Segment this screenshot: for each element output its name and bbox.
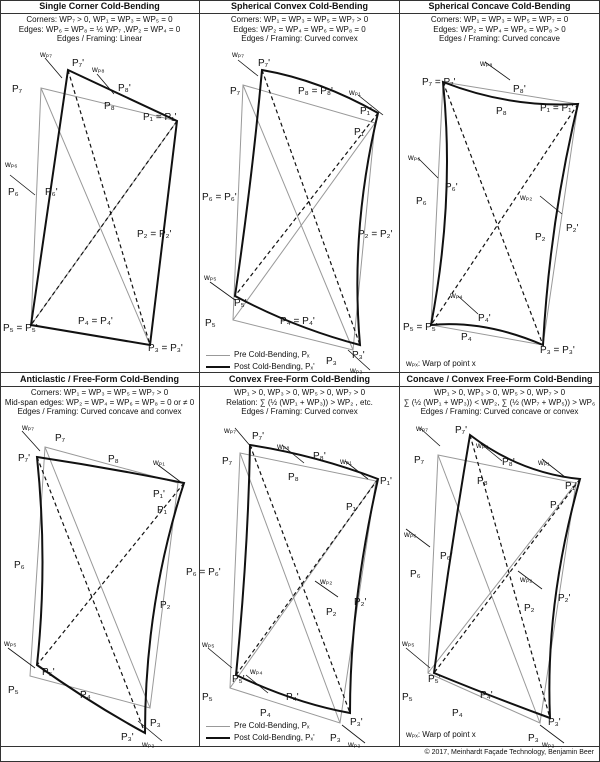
- warp-label: wₚ₃: [542, 740, 555, 749]
- panel-spherical-concave: [400, 0, 600, 373]
- legend-pre: [206, 720, 315, 732]
- post-diagonal: [262, 70, 360, 345]
- point-label: P₃: [150, 718, 161, 729]
- desc-line: WP₁ > 0, WP₃ > 0, WP₅ > 0, WP₇ > 0: [433, 388, 566, 397]
- desc-line: WP₁ > 0, WP₃ > 0, WP₅ > 0, WP₇ > 0: [233, 388, 366, 397]
- point-label: P₁': [360, 106, 372, 117]
- point-label: P₃': [548, 717, 561, 728]
- warp-mark: [246, 675, 268, 693]
- point-label: P₄ = P₄': [78, 316, 113, 327]
- warp-mark: [406, 648, 430, 668]
- warp-label: wₚ₇: [40, 50, 52, 59]
- warp-label: wₚ₅: [402, 639, 415, 648]
- point-label: P₇': [252, 431, 265, 442]
- point-label: P₆ = P₆': [186, 567, 221, 578]
- post-diagonal: [443, 82, 543, 345]
- point-label: P₃': [121, 732, 134, 743]
- panel-single-corner: [0, 0, 200, 373]
- point-label: P₅ = P₅': [403, 322, 438, 333]
- warp-label: wₚ₇: [416, 424, 428, 433]
- desc-line: Relation: ∑ (½ (WP₁ + WP₃)) > WP₂ , etc.: [226, 397, 373, 407]
- warp-label: wₚ₅: [204, 273, 217, 282]
- desc-line: Corners: WP₁ = WP₃ = WP₅ = WP₇ > 0: [30, 388, 169, 397]
- warp-label: wₚ₈: [92, 65, 105, 74]
- legend-pre-label: Pre Cold-Bending, Pₓ: [234, 350, 310, 359]
- point-label: P₂: [160, 600, 171, 611]
- warp-label: wₚ₆: [408, 153, 421, 162]
- legend-post-swatch: [206, 366, 230, 368]
- point-label: P₂: [326, 607, 337, 618]
- warp-label: wₚ₁: [340, 457, 352, 466]
- point-label: P₁': [380, 476, 392, 487]
- desc-line: Edges / Framing: Linear: [56, 34, 143, 44]
- warp-label: wₚ₇: [22, 423, 34, 432]
- post-diagonal: [37, 457, 145, 733]
- point-label: P₈: [104, 101, 115, 112]
- point-label: P₄: [80, 690, 91, 701]
- warp-label: wₚ₅: [4, 639, 17, 648]
- point-label: P₄': [478, 313, 491, 324]
- point-label: P₅: [402, 692, 413, 703]
- desc-line: Edges: WP₆ = WP₈ = ½ WP₇ ,WP₂ = WP₄ = 0: [18, 24, 181, 34]
- point-label: P₈ = P₈': [298, 86, 333, 97]
- point-label: P₅: [8, 685, 19, 696]
- point-label: P₁: [346, 502, 357, 513]
- desc-line: ∑ (½ (WP₁ + WP₃)) < WP₂, ∑ (½ (WP₇ + WP₅)) > WP₆: [403, 397, 596, 407]
- point-label: P₁': [153, 489, 165, 500]
- point-label: P₇: [230, 86, 241, 97]
- point-label: P₇: [12, 84, 23, 95]
- warp-label: wₚ₅: [202, 640, 215, 649]
- pre-diagonal: [45, 447, 150, 708]
- point-label: P₆: [410, 569, 421, 580]
- point-label: P₄: [461, 332, 472, 343]
- panel-concave-convex-free-form: [400, 373, 600, 747]
- desc-line: Edges / Framing: Curved convex: [241, 34, 358, 44]
- point-label: P₆: [14, 560, 25, 571]
- legend-pre-swatch: [206, 726, 230, 727]
- point-label: P₇: [222, 456, 233, 467]
- desc-line: Edges: WP₂ = WP₄ = WP₆ = WP₈ > 0: [433, 24, 566, 34]
- point-label: P₆ = P₆': [202, 192, 237, 203]
- panel-title: Spherical Concave Cold-Bending: [400, 0, 599, 14]
- pre-diagonal: [243, 85, 353, 350]
- desc-line: Edges: WP₂ = WP₄ = WP₆ = WP₈ = 0: [233, 24, 366, 34]
- point-label: P₅': [234, 298, 247, 309]
- warp-mark: [210, 282, 235, 300]
- desc-line: Corners: WP₁ = WP₃ = WP₅ = WP₇ > 0: [230, 15, 369, 24]
- panel-anticlastic: [0, 373, 200, 747]
- warp-mark: [235, 428, 252, 448]
- point-label: P₄: [452, 708, 463, 719]
- point-label: P₈: [108, 454, 119, 465]
- legend: [206, 720, 315, 744]
- point-label: P₃ = P₃': [148, 343, 183, 354]
- point-label: P₃': [352, 350, 365, 361]
- point-label: P₈': [513, 84, 526, 95]
- post-outline: [431, 82, 578, 345]
- pre-outline: [233, 85, 375, 350]
- desc-line: Edges / Framing: Curved concave or convex: [420, 407, 579, 417]
- warp-label: wₚ₈: [476, 441, 489, 450]
- point-label: P₄: [260, 708, 271, 719]
- warp-label: wₚ₁: [349, 88, 361, 97]
- panel-plot: [186, 373, 400, 749]
- desc-line: Edges / Framing: Curved convex: [241, 407, 358, 417]
- warp-mark: [238, 60, 258, 76]
- warp-label: wₚ₃: [350, 366, 363, 375]
- point-label: P₇': [258, 58, 271, 69]
- warp-label: wₚ₄: [450, 291, 463, 300]
- point-label: P₅: [202, 692, 213, 703]
- warp-note: wₚₓ: Warp of point x: [406, 730, 476, 739]
- desc-line: Corners: WP₇ > 0, WP₁ = WP₃ = WP₅ = 0: [26, 15, 173, 24]
- legend-post: [206, 732, 315, 744]
- point-label: P₆': [445, 182, 458, 193]
- warp-mark: [208, 648, 232, 668]
- warp-label: wₚ₂: [320, 577, 333, 586]
- point-label: P₂: [535, 232, 546, 243]
- point-label: P₆: [8, 187, 19, 198]
- warp-label: wₚ₃: [348, 740, 361, 749]
- panel-title: Concave / Convex Free-Form Cold-Bending: [400, 373, 599, 387]
- desc-line: Mid-span edges: WP₂ = WP₄ = WP₆ = WP₈ = 0 or ≠ 0: [4, 397, 195, 407]
- point-label: P₂': [558, 593, 571, 604]
- point-label: P₂ = P₂': [358, 229, 393, 240]
- point-label: P₅': [42, 667, 55, 678]
- panel-title: Convex Free-Form Cold-Bending: [200, 373, 399, 387]
- post-diagonal: [236, 479, 378, 675]
- legend-pre-swatch: [206, 355, 230, 356]
- post-diagonal: [250, 445, 350, 713]
- desc-line: Edges / Framing: Curved concave and convex: [17, 407, 182, 417]
- point-label: P₈: [496, 106, 507, 117]
- warp-label: wₚ₁: [153, 458, 165, 467]
- point-label: P₅': [428, 674, 441, 685]
- point-label: P₁': [565, 481, 577, 492]
- point-label: P₂ = P₂': [137, 229, 172, 240]
- legend-post-swatch: [206, 737, 230, 739]
- warp-label: wₚ₃: [142, 740, 155, 749]
- warp-mark: [45, 58, 62, 78]
- point-label: P₇': [455, 425, 468, 436]
- panel-spherical-convex: [200, 0, 400, 373]
- copyright-footer: © 2017, Meinhardt Façade Technology, Benjamin Beer: [424, 749, 594, 756]
- warp-mark: [22, 431, 40, 451]
- point-label: P₁: [157, 505, 168, 516]
- warp-label: wₚ₆: [404, 530, 417, 539]
- panel-plot: [400, 373, 600, 747]
- post-outline: [235, 70, 378, 345]
- warp-label: wₚ₁: [538, 458, 550, 467]
- point-label: P₈: [477, 476, 488, 487]
- point-label: P₁ = P₁': [540, 103, 574, 114]
- point-label: P₆': [440, 551, 453, 562]
- point-label: P₄': [286, 692, 299, 703]
- warp-label: wₚ₂: [520, 193, 533, 202]
- point-label: P₁ = P₁': [143, 112, 177, 123]
- warp-mark: [418, 158, 438, 178]
- point-label: P₂': [354, 597, 367, 608]
- warp-label: wₚ₆: [5, 160, 18, 169]
- point-label: P₆: [416, 196, 427, 207]
- point-label: P₇ = P₇': [422, 77, 456, 88]
- point-label: P₁: [550, 500, 561, 511]
- legend: [206, 349, 315, 373]
- warp-label: wₚ₄: [250, 667, 263, 676]
- warp-label: wₚ₈: [277, 442, 290, 451]
- point-label: P₇: [414, 455, 425, 466]
- point-label: P₈': [118, 83, 131, 94]
- legend-post: [206, 361, 315, 373]
- point-label: P₃ = P₃': [540, 345, 575, 356]
- warp-label: wₚ₂: [520, 575, 533, 584]
- panel-convex-free-form: [186, 373, 400, 749]
- point-label: P₄ = P₄': [280, 316, 315, 327]
- pre-diagonal: [41, 88, 150, 345]
- point-label: P₂': [566, 223, 579, 234]
- panel-plot: [400, 0, 600, 373]
- pre-diagonal: [428, 483, 576, 673]
- pre-outline: [428, 455, 576, 723]
- panel-title: Anticlastic / Free-Form Cold-Bending: [0, 373, 199, 387]
- point-label: P₄': [480, 690, 493, 701]
- point-label: P₇': [18, 453, 31, 464]
- panel-title: Spherical Convex Cold-Bending: [200, 0, 399, 14]
- point-label: P₃: [330, 733, 341, 744]
- point-label: P₈': [502, 457, 515, 468]
- legend-pre: [206, 349, 315, 361]
- desc-line: Corners: WP₁ = WP₃ = WP₅ = WP₇ = 0: [430, 15, 569, 24]
- point-label: P₁: [354, 127, 365, 138]
- legend-post-label: Post Cold-Bending, Pₓ': [234, 733, 315, 742]
- point-label: P₃': [350, 717, 363, 728]
- point-label: P₆': [45, 187, 58, 198]
- warp-label: wₚ₈: [480, 59, 493, 68]
- point-label: P₅ = P₅': [3, 323, 38, 334]
- pre-diagonal: [438, 455, 540, 723]
- panel-plot: [0, 373, 200, 747]
- point-label: P₂: [524, 603, 535, 614]
- warp-label: wₚ₇: [232, 50, 244, 59]
- legend-post-label: Post Cold-Bending, Pₓ': [234, 362, 315, 371]
- legend-pre-label: Pre Cold-Bending, Pₓ: [234, 721, 310, 730]
- panel-plot: [0, 0, 200, 373]
- point-label: P₃: [326, 356, 337, 367]
- warp-label: wₚ₇: [224, 426, 236, 435]
- point-label: P₈': [313, 451, 326, 462]
- point-label: P₈: [288, 472, 299, 483]
- point-label: P₃: [528, 733, 539, 744]
- point-label: P₅: [205, 318, 216, 329]
- point-label: P₅': [232, 674, 245, 685]
- desc-line: Edges / Framing: Curved concave: [439, 34, 560, 44]
- warp-note: wₚₓ: Warp of point x: [406, 359, 476, 368]
- panel-plot: [200, 0, 400, 373]
- point-label: P₇': [72, 58, 85, 69]
- panel-title: Single Corner Cold-Bending: [0, 0, 199, 14]
- point-label: P₇: [55, 433, 66, 444]
